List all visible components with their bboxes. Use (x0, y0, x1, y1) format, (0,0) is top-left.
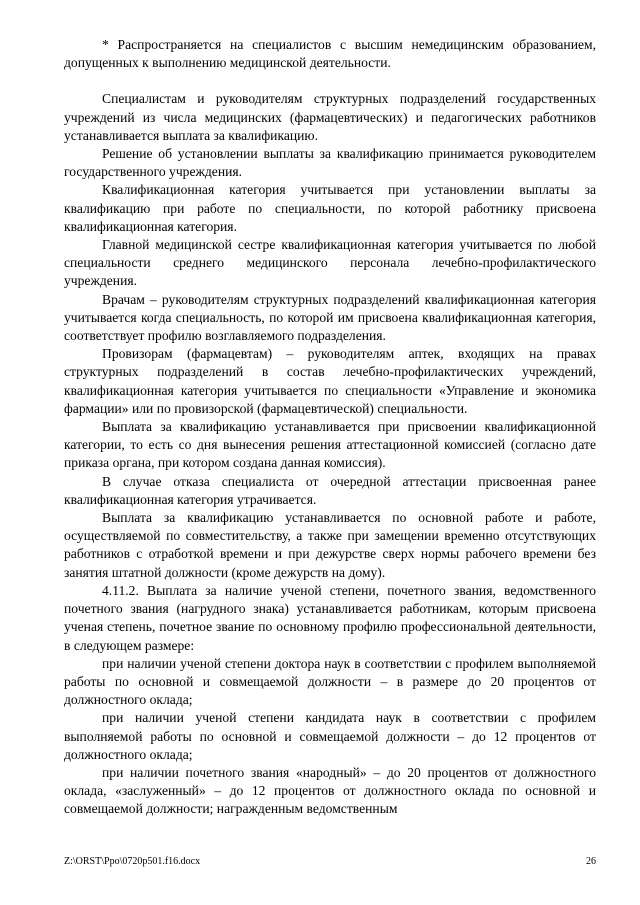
paragraph: В случае отказа специалиста от очередной аттестации присвоенная ранее квалификационная категория утрачивается. (64, 473, 596, 507)
paragraph: Врачам – руководителям структурных подразделений квалификационная категория учитывается когда специальность, по которой им присвоена квалификационная категория, соответствует профилю возглавляемого подразделения. (64, 291, 596, 344)
page-number: 26 (586, 856, 596, 867)
list-paragraph: при наличии ученой степени кандидата наук в соответствии с профилем выполняемой работы по основной и совмещаемой должности – до 12 процентов от должностного оклада; (64, 710, 596, 762)
paragraph: Главной медицинской сестре квалификационная категория учитывается по любой специальности среднего медицинского персонала лечебно-профилактического учреждения. (64, 237, 596, 289)
paragraph: Специалистам и руководителям структурных подразделений государственных учреждений из числа медицинских (фармацевтических) и педагогических работников устанавливается выплата за квалификацию. (64, 91, 596, 143)
paragraph: Квалификационная категория учитывается при установлении выплаты за квалификацию при работе по специальности, по которой работнику присвоена квалификационная категория. (64, 182, 596, 234)
paragraph: Выплата за квалификацию устанавливается по основной работе и работе, осуществляемой по совместительству, а также при замещении временно отсутствующих работников с отработкой времени и при дежурстве сверх нормы рабочего времени без занятия штатной должности (кроме дежурств на дому). (64, 510, 596, 580)
paragraph: Провизорам (фармацевтам) – руководителям аптек, входящих на правах структурных подразделений в состав лечебно-профилактических учреждений, квалификационная категория учитывается по специальности «Управление и экономика фармации» или по провизорской (фармацевтической) специальности. (64, 346, 596, 416)
paragraph: Выплата за квалификацию устанавливается при присвоении квалификационной категории, то есть со дня вынесения решения аттестационной комиссией (согласно дате приказа органа, при котором создана данная комиссия). (64, 419, 596, 471)
paragraph: Решение об установлении выплаты за квалификацию принимается руководителем государственного учреждения. (64, 146, 596, 180)
section-paragraph: 4.11.2. Выплата за наличие ученой степени, почетного звания, ведомственного почетного звания (нагрудного знака) устанавливается работникам, которым присвоена ученая степень, почетное звание по основному профилю профессиональной деятельности, в следующем размере: (64, 582, 596, 653)
list-paragraph: при наличии почетного звания «народный» – до 20 процентов от должностного оклада, «заслуженный» – до 12 процентов от должностного оклада по основной и совмещаемой должности; награжденным ведомственным (64, 764, 596, 817)
footnote-paragraph: * Распространяется на специалистов с высшим немедицинским образованием, допущенных к выполнению медицинской деятельности. (64, 37, 596, 71)
footer-file-path: Z:\ORST\Ppo\0720p501.f16.docx (64, 856, 201, 867)
list-paragraph: при наличии ученой степени доктора наук в соответствии с профилем выполняемой работы по основной и совмещаемой должности – в размере до 20 процентов от должностного оклада; (64, 655, 596, 708)
document-body (64, 36, 596, 819)
